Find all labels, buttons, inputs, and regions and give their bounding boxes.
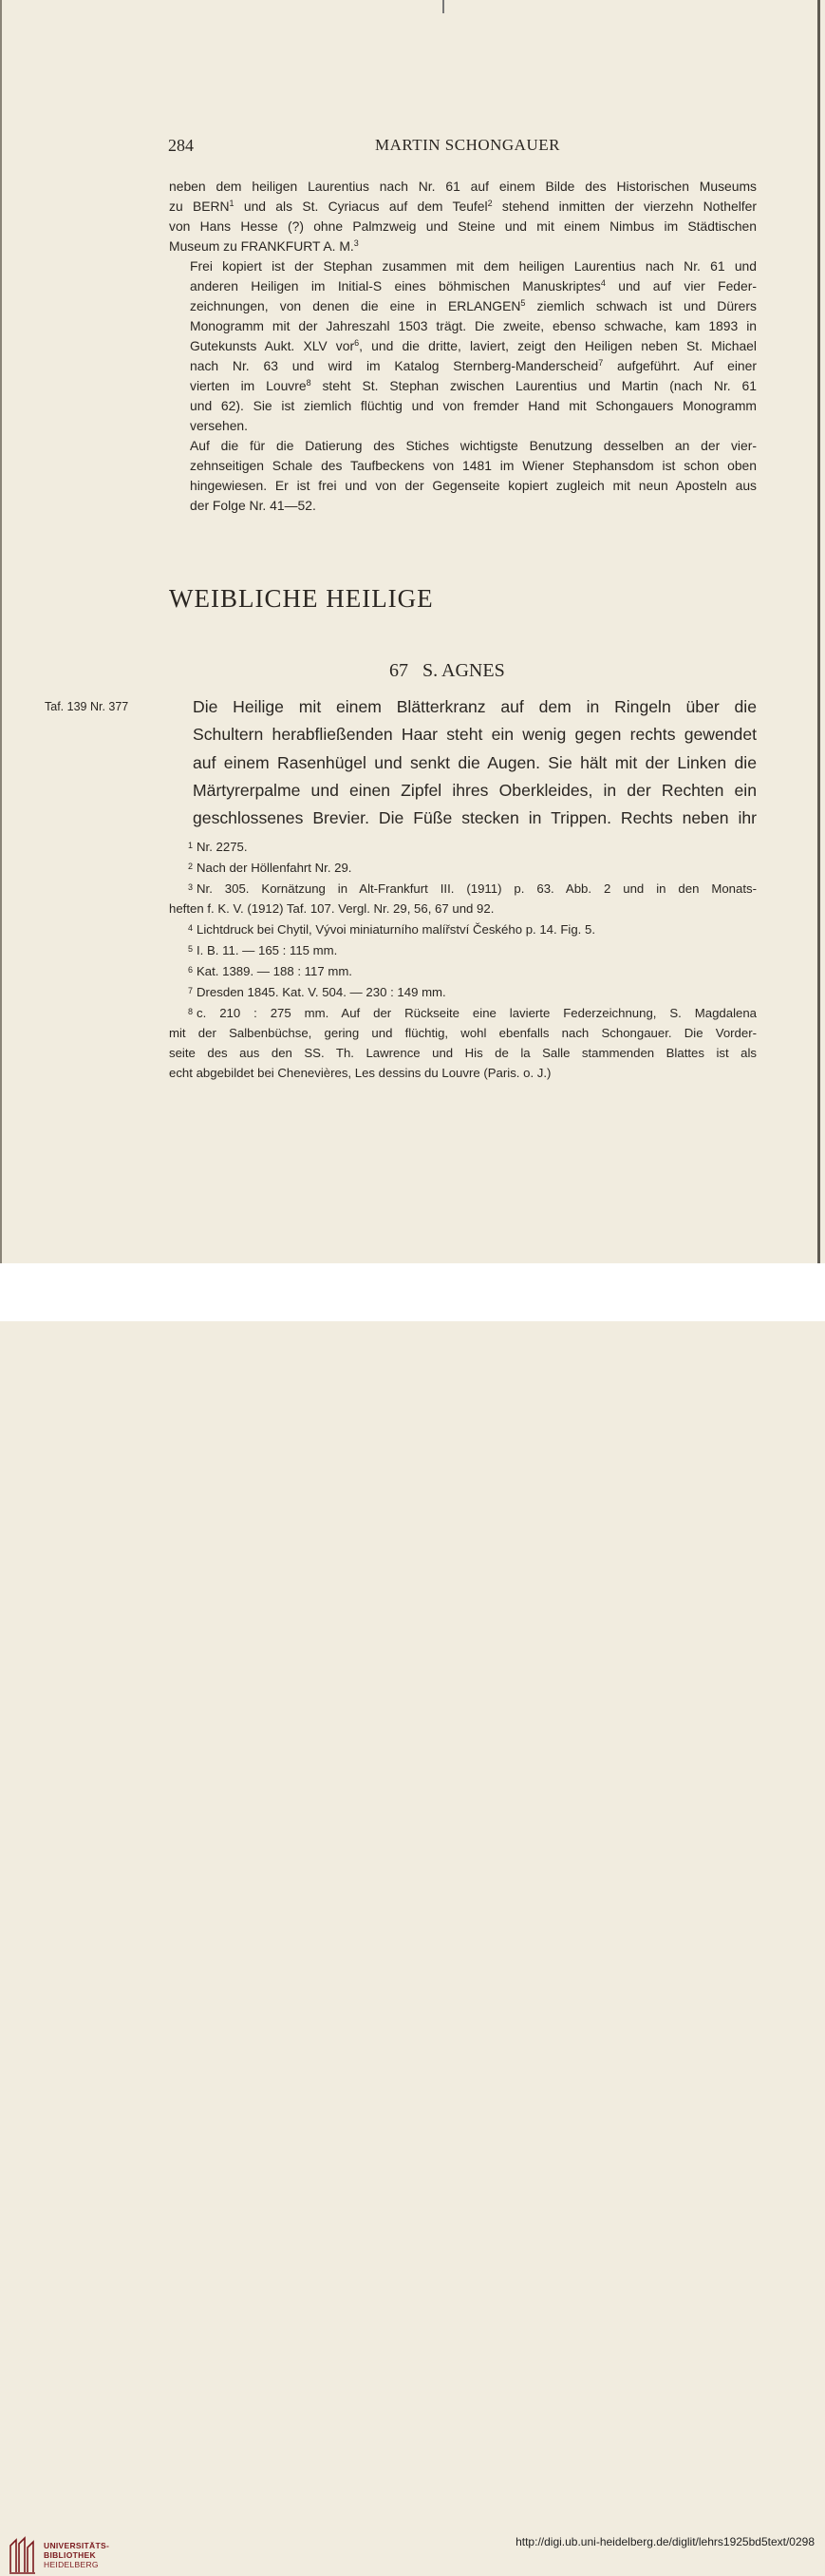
footnote-marker: 2 (487, 199, 493, 208)
footnote-number: 6 (188, 965, 194, 975)
footnotes (169, 836, 757, 1083)
scanned-page (0, 0, 825, 1263)
footnote-line: mit der Salbenbüchse, gering und flüchtig, wohl ebenfalls nach Schongauer. Die Vorder- (169, 1026, 757, 1040)
footnote-number: 2 (188, 862, 194, 871)
footnote-number: 7 (188, 986, 194, 995)
paragraph-3 (169, 436, 757, 516)
footnote-line: heften f. K. V. (1912) Taf. 107. Vergl. Nr. 29, 56, 67 und 92. (169, 901, 495, 916)
footnote-line: echt abgebildet bei Chenevières, Les dessins du Louvre (Paris. o. J.) (169, 1066, 552, 1080)
text-line: der Folge Nr. 41—52. (190, 498, 316, 513)
scan-mark (442, 0, 444, 13)
text-line: geschlossenes Brevier. Die Füße stecken in Trippen. Rechts neben ihr (193, 808, 757, 828)
paragraph-1 (169, 177, 757, 256)
footnote-line: $^7$ Dresden 1845. Kat. V. 504. — 230 : 149 mm. (188, 985, 446, 999)
footnote-number: 8 (188, 1007, 194, 1016)
footnote-line: $^2$ Nach der Höllenfahrt Nr. 29. (188, 861, 352, 875)
footnote-line: seite des aus den SS. Th. Lawrence und His de la Salle stammenden Blattes ist als (169, 1046, 757, 1060)
footnote-line: $^8$ c. 210 : 275 mm. Auf der Rückseite eine lavierte Federzeichnung, S. Magdalena (188, 1006, 757, 1020)
footnote-marker: 3 (353, 238, 359, 248)
library-line: HEIDELBERG (44, 2560, 99, 2569)
text-line: anderen Heiligen im Initial-S eines böhmischen Manuskriptes$^4$ und auf vier Feder- (190, 278, 758, 294)
footnote-marker: 6 (354, 338, 360, 348)
footnote-marker: 1 (229, 199, 234, 208)
library-logo-icon (8, 2534, 38, 2576)
text-line: vierten im Louvre$^8$ steht St. Stephan zwischen Laurentius und Martin (nach Nr. 61 (190, 378, 757, 393)
footnote-line: $^5$ I. B. 11. — 165 : 115 mm. (188, 943, 338, 957)
library-name (44, 2541, 109, 2569)
text-line: Museum zu FRANKFURT A. M.$^3$ (169, 238, 359, 254)
text-line: nach Nr. 63 und wird im Katalog Sternberg-Manderscheid$^7$ aufgeführt. Auf einer (190, 358, 757, 373)
entry-heading: 67 S. AGNES (389, 660, 505, 681)
page-right-edge (817, 0, 820, 1263)
text-line: neben dem heiligen Laurentius nach Nr. 61 auf einem Bilde des Historischen Museums (169, 179, 757, 194)
permalink[interactable]: http://digi.ub.uni-heidelberg.de/diglit/lehrs1925bd5text/0298 (516, 2535, 815, 2548)
text-line: zeichnungen, von denen die eine in ERLANGEN$^5$ ziemlich schwach ist und Dürers (190, 298, 757, 313)
footnote-number: 1 (188, 841, 194, 850)
footnote-number: 5 (188, 944, 194, 954)
library-line: UNIVERSITÄTS- (44, 2541, 110, 2550)
page-left-edge (0, 0, 2, 1263)
footnote-marker: 8 (306, 378, 311, 388)
footnote-number: 4 (188, 923, 194, 933)
footnote-line: $^6$ Kat. 1389. — 188 : 117 mm. (188, 964, 352, 978)
text-line: Gutekunsts Aukt. XLV vor$^6$, und die dritte, laviert, zeigt den Heiligen neben St. Michael (190, 338, 757, 353)
footnote-marker: 5 (520, 298, 526, 308)
entry-description (193, 693, 757, 832)
footnote-number: 3 (188, 882, 194, 892)
text-line: Frei kopiert ist der Stephan zusammen mit dem heiligen Laurentius nach Nr. 61 und (190, 258, 757, 274)
paragraph-2 (169, 256, 757, 436)
text-line: Märtyrerpalme und einen Zipfel ihres Oberkleides, in der Rechten ein (193, 780, 757, 800)
footnote-line: $^3$ Nr. 305. Kornätzung in Alt-Frankfurt III. (1911) p. 63. Abb. 2 und in den Monats- (188, 881, 757, 896)
text-line: Monogramm mit der Jahreszahl 1503 trägt. Die zweite, ebenso schwache, kam 1893 in (190, 318, 757, 333)
text-line: zehnseitigen Schale des Taufbeckens von 1481 im Wiener Stephansdom ist schon oben (190, 458, 757, 473)
viewer-footer (0, 1263, 825, 2569)
footnote-line: $^1$ Nr. 2275. (188, 840, 248, 854)
plate-reference: Taf. 139 Nr. 377 (45, 700, 129, 713)
text-line: Auf die für die Datierung des Stiches wichtigste Benutzung desselben an der vier- (190, 438, 757, 453)
text-line: von Hans Hesse (?) ohne Palmzweig und Steine und mit einem Nimbus im Städtischen (169, 218, 757, 234)
library-line: BIBLIOTHEK (44, 2550, 96, 2560)
running-title: MARTIN SCHONGAUER (375, 136, 560, 154)
text-line: hingewiesen. Er ist frei und von der Gegenseite kopiert zugleich mit neun Aposteln aus (190, 478, 757, 493)
footnote-marker: 7 (598, 358, 604, 368)
text-line: Schultern herabfließenden Haar steht ein wenig gegen rechts gewendet (193, 725, 757, 745)
text-line: auf einem Rasenhügel und senkt die Augen. Sie hält mit der Linken die (193, 752, 757, 772)
footnote-marker: 4 (600, 278, 606, 288)
text-line: versehen. (190, 418, 249, 433)
text-line: und 62). Sie ist ziemlich flüchtig und von fremder Hand mit Schongauers Monogramm (190, 398, 757, 413)
text-line: zu BERN$^1$ und als St. Cyriacus auf dem Teufel$^2$ stehend inmitten der vierzehn Nothelfer (169, 199, 758, 214)
text-block-top (169, 177, 757, 516)
page-number: 284 (168, 136, 194, 155)
footnote-line: $^4$ Lichtdruck bei Chytil, Vývoi miniaturního malířství Českého p. 14. Fig. 5. (188, 922, 595, 937)
text-line: Die Heilige mit einem Blätterkranz auf dem in Ringeln über die (193, 697, 757, 716)
section-heading: WEIBLICHE HEILIGE (169, 584, 434, 613)
